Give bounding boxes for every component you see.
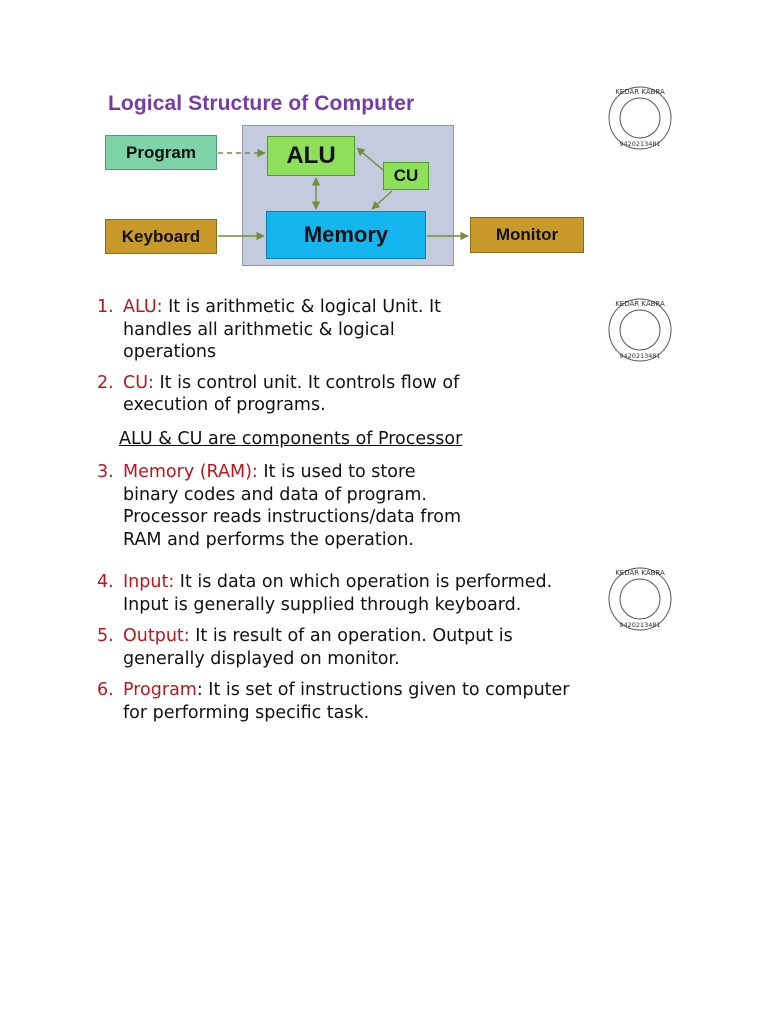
list-item-output [97, 625, 657, 670]
item-number: 3. [97, 462, 114, 482]
item-term: Input: [123, 572, 175, 592]
item-text: Input is generally supplied through keyboard. [123, 594, 522, 615]
list-item-alu [97, 296, 657, 364]
item-number: 1. [97, 297, 114, 317]
program-node: Program [105, 135, 217, 170]
item-text: It is result of an operation. Output is [189, 626, 513, 646]
svg-text:9420213481: 9420213481 [619, 621, 661, 629]
definition-list-continued [97, 461, 657, 724]
svg-text:KEDAR KABRA: KEDAR KABRA [615, 300, 665, 308]
item-text: generally displayed on monitor. [123, 648, 400, 669]
page-title: Logical Structure of Computer [108, 92, 415, 115]
item-term: Program [123, 680, 197, 700]
item-text: It is arithmetic & logical Unit. It [162, 297, 441, 317]
definition-list [97, 296, 657, 417]
item-text: operations [123, 342, 217, 362]
edge-cu-alu [357, 148, 383, 170]
processor-note: ALU & CU are components of Processor [119, 429, 463, 449]
item-text: binary codes and data of program. [123, 484, 427, 505]
svg-text:9420213481: 9420213481 [619, 352, 661, 360]
list-item-cu [97, 372, 657, 417]
item-number: 5. [97, 626, 114, 646]
item-text: It is data on which operation is performed. [174, 572, 553, 592]
svg-text:KEDAR KABRA: KEDAR KABRA [615, 569, 665, 577]
monitor-node: Monitor [470, 217, 584, 253]
item-text: for performing specific task. [123, 702, 370, 723]
item-text: Processor reads instructions/data from [123, 507, 462, 527]
item-number: 6. [97, 680, 114, 700]
keyboard-node: Keyboard [105, 219, 217, 254]
item-number: 4. [97, 572, 114, 592]
item-text: It is control unit. It controls flow of [153, 372, 460, 393]
alu-node: ALU [267, 136, 355, 176]
item-text: handles all arithmetic & logical [123, 319, 395, 340]
list-item-program [97, 679, 657, 724]
item-term: ALU: [123, 297, 163, 317]
item-term: Memory (RAM): [123, 462, 258, 482]
svg-text:KEDAR KABRA: KEDAR KABRA [615, 88, 665, 96]
list-item-memory [97, 461, 657, 551]
edge-cu-memory [372, 191, 392, 209]
item-term: CU: [123, 372, 154, 393]
item-term: Output: [123, 626, 190, 646]
item-text: : It is set of instructions given to computer [196, 680, 570, 700]
kedar-kabra-stamp [607, 85, 673, 151]
item-text: It is used to store [257, 462, 416, 482]
cu-node: CU [383, 162, 429, 190]
memory-node: Memory [266, 211, 426, 259]
item-number: 2. [97, 372, 114, 393]
item-text: execution of programs. [123, 395, 326, 415]
svg-text:9420213481: 9420213481 [619, 140, 661, 148]
list-item-input [97, 571, 657, 616]
item-text: RAM and performs the operation. [123, 529, 414, 550]
